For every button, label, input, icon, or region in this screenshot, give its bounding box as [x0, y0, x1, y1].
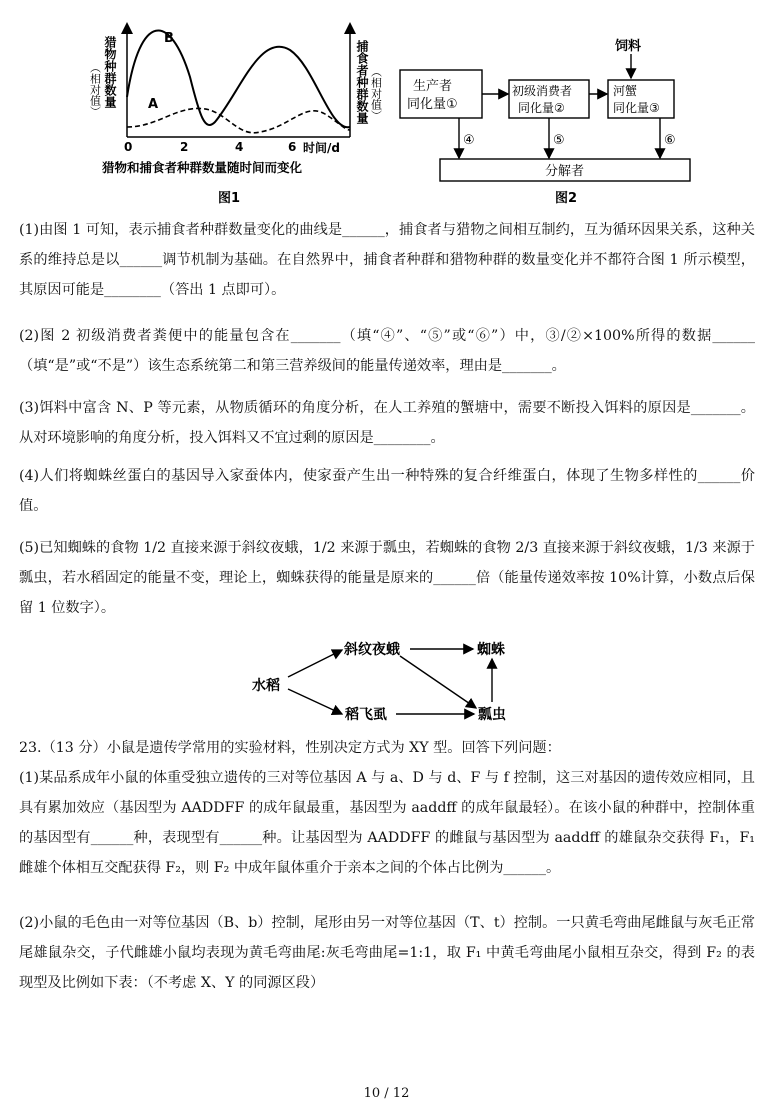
- feed-label: 饲料: [615, 39, 642, 54]
- node-ladybug: 瓢虫: [478, 707, 506, 723]
- question-23-intro: [19, 733, 755, 763]
- arrow-5-label: ⑤: [553, 133, 565, 148]
- figure1-subtitle: 猎物和捕食者种群数量随时间而变化: [102, 160, 303, 175]
- x-tick-6: 6: [288, 140, 297, 154]
- box-primary-line2: 同化量②: [518, 101, 565, 115]
- question-23-intro-text: 23.（13 分）小鼠是遗传学常用的实验材料，性别决定方式为 XY 型。回答下列问题：: [19, 740, 561, 756]
- y-right-unit: （相对值）: [369, 66, 383, 121]
- y-left-label: 猎物种群数量: [103, 36, 117, 108]
- node-spider: 蜘蛛: [477, 642, 505, 658]
- arrow-4-label: ④: [463, 133, 475, 148]
- curve-a-label: A: [148, 97, 159, 112]
- box-crab-line2: 同化量③: [613, 101, 660, 115]
- box-producer-line1: 生产者: [413, 79, 453, 94]
- x-axis-label: 时间/d: [303, 141, 340, 155]
- page-number: 10 / 12: [363, 1086, 410, 1101]
- edge-moth-ladybug: [400, 656, 476, 708]
- decomposer-label: 分解者: [545, 164, 585, 179]
- question-23-2-text: (2)小鼠的毛色由一对等位基因（B、b）控制，尾形由另一对等位基因（T、t）控制。一只黄毛弯曲尾雌鼠与灰毛正常尾雄鼠杂交，子代雌雄小鼠均表现为黄毛弯曲尾:灰毛弯曲尾=1:1，取 F₁ 中黄毛弯曲尾小鼠相互杂交，得到 F₂ 的表现型及比例如下表：（不考虑 X、Y 的同源区段）: [19, 915, 755, 991]
- food-web-diagram: [250, 634, 530, 726]
- figure1-caption: 图1: [218, 191, 241, 206]
- question-4-text: (4)人们将蜘蛛丝蛋白的基因导入家蚕体内，使家蚕产生出一种特殊的复合纤维蛋白，体现了生物多样性的______价值。: [19, 468, 755, 514]
- arrow-6-label: ⑥: [664, 133, 676, 148]
- curve-a: [127, 108, 350, 132]
- question-3: [19, 393, 755, 453]
- figure-1: [88, 22, 383, 212]
- x-tick-0: 0: [124, 140, 133, 154]
- question-23-1: [19, 763, 755, 883]
- question-23-1-text: (1)某品系成年小鼠的体重受独立遗传的三对等位基因 A 与 a、D 与 d、F 与 f 控制，这三对基因的遗传效应相同，且具有累加效应（基因型为 AADDFF 的成年鼠最重，基因型为 aaddff 的成年鼠最轻）。在该小鼠的种群中，控制体重的基因型有______种，表现型有______种。让基因型为 AADDFF 的雌鼠与基因型为 aaddff 的雄鼠杂交获得 F₁，F₁ 雌雄个体相互交配获得 F₂，则 F₂ 中成年鼠体重介于亲本之间的个体占比例为______。: [19, 770, 755, 876]
- y-right-label: 捕食者种群数量: [355, 40, 369, 124]
- curve-b-label: B: [164, 31, 174, 46]
- figure-2: [395, 32, 705, 212]
- question-2: [19, 321, 755, 381]
- question-4: [19, 461, 755, 521]
- question-5-text: (5)已知蜘蛛的食物 1/2 直接来源于斜纹夜蛾，1/2 来源于瓢虫，若蜘蛛的食物 2/3 直接来源于斜纹夜蛾，1/3 来源于瓢虫，若水稻固定的能量不变，理论上，蜘蛛获得的能量是原来的______倍（能量传递效率按 10%计算，小数点后保留 1 位数字）。: [19, 540, 755, 616]
- y-left-unit: （相对值）: [88, 62, 102, 117]
- question-1-text: (1)由图 1 可知，表示捕食者种群数量变化的曲线是______，捕食者与猎物之间相互制约，互为循环因果关系，这种关系的维持总是以______调节机制为基础。在自然界中，捕食者种群和猎物种群的数量变化并不都符合图 1 所示模型，其原因可能是________（答出 1 点即可）。: [19, 222, 755, 298]
- node-rice: 水稻: [252, 678, 280, 694]
- curve-b: [127, 30, 350, 127]
- edge-rice-planthopper: [288, 689, 342, 714]
- question-5: [19, 533, 755, 623]
- box-primary-line1: 初级消费者: [512, 84, 573, 98]
- box-producer-line2: 同化量①: [407, 97, 458, 112]
- question-2-text: (2)图 2 初级消费者粪便中的能量包含在_______（填“④”、“⑤”或“⑥”）中，③/②×100%所得的数据______（填“是”或“不是”）该生态系统第二和第三营养级间的能量传递效率，理由是_______。: [19, 328, 755, 374]
- box-crab-line1: 河蟹: [613, 84, 638, 98]
- x-tick-4: 4: [235, 140, 244, 154]
- question-3-text: (3)饵料中富含 N、P 等元素，从物质循环的角度分析，在人工养殖的蟹塘中，需要不断投入饵料的原因是_______。从对环境影响的角度分析，投入饵料又不宜过剩的原因是________。: [19, 400, 755, 446]
- question-1: [19, 215, 755, 305]
- figure2-caption: 图2: [555, 191, 578, 206]
- edge-rice-moth: [288, 650, 342, 677]
- node-moth: 斜纹夜蛾: [344, 642, 400, 658]
- node-planthopper: 稻飞虱: [345, 707, 387, 723]
- question-23-2: [19, 908, 755, 998]
- x-tick-2: 2: [180, 140, 189, 154]
